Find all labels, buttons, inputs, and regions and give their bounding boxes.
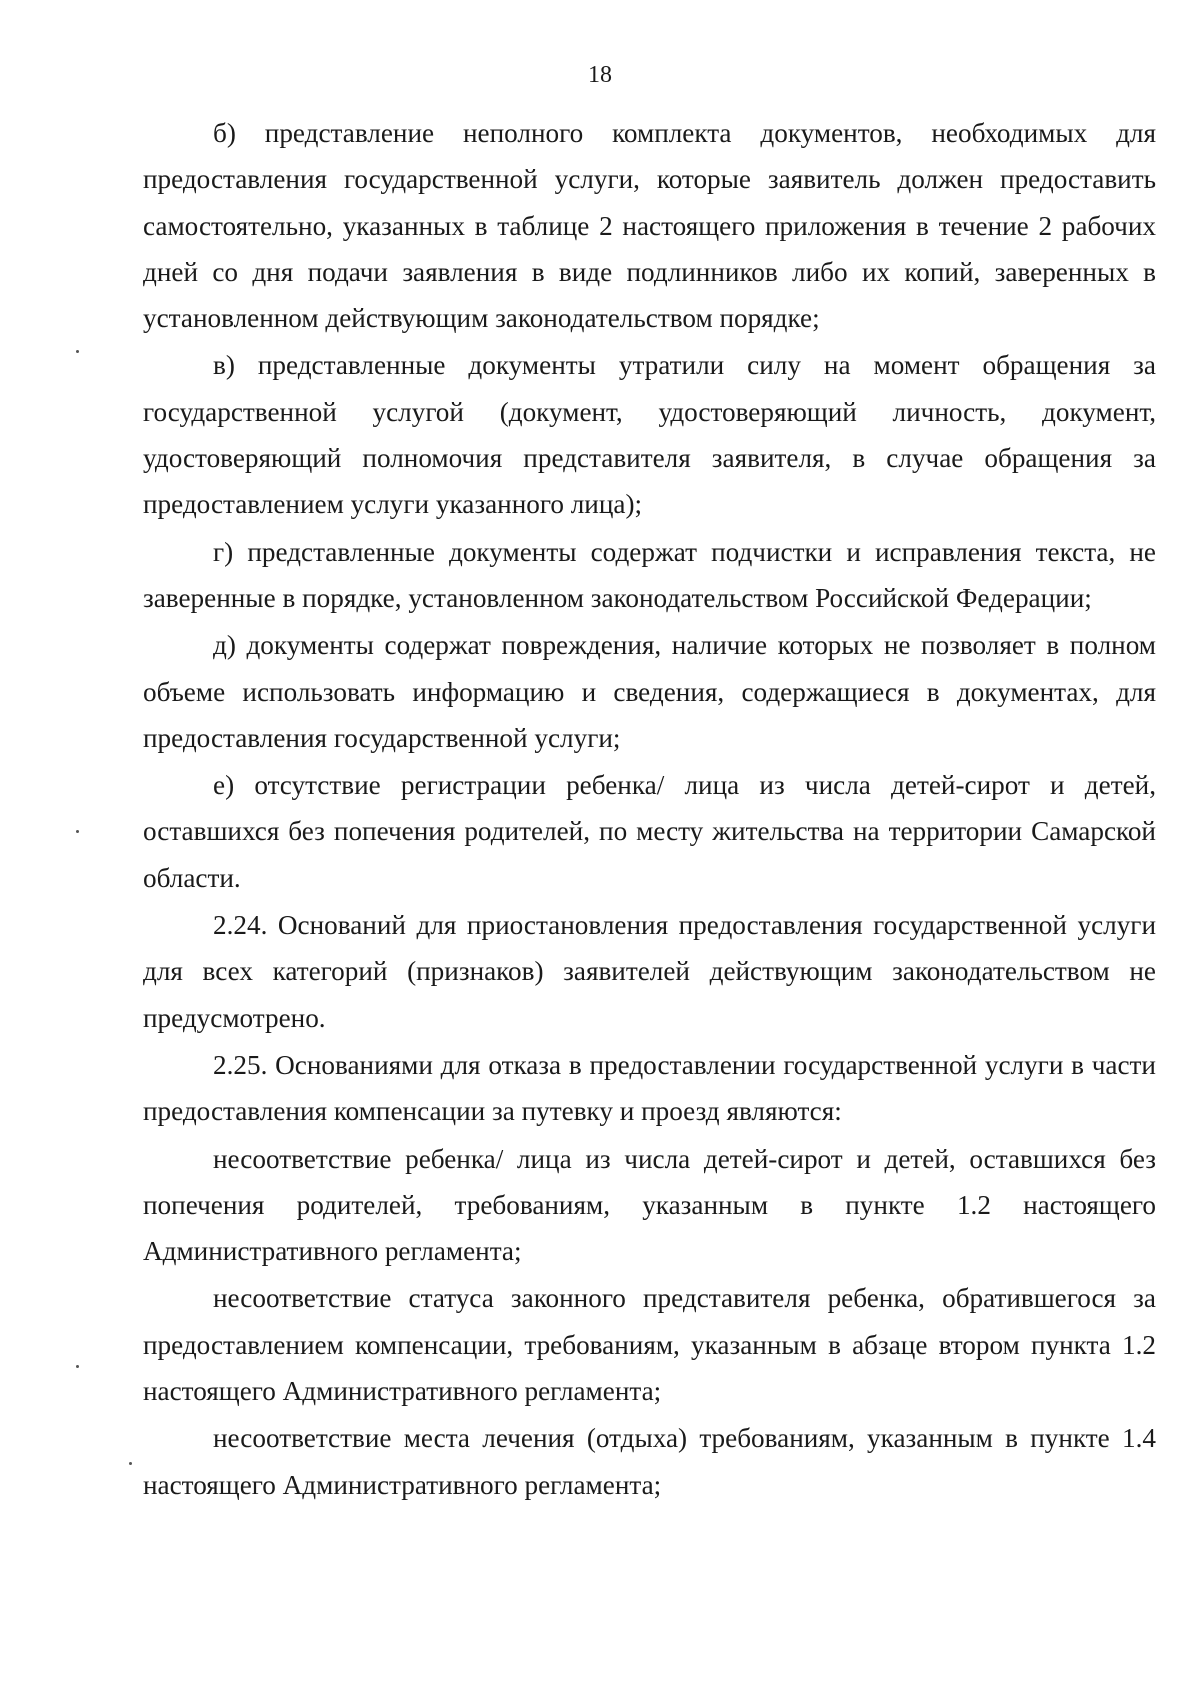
paragraph-2-25: 2.25. Основаниями для отказа в предоставлении государственной услуги в части предоставления компенсации за путевку и проезд являются: (143, 1049, 1156, 1127)
paragraph-v: в) представленные документы утратили силу на момент обращения за государственной услугой (документ, удостоверяющий личность, документ, удостоверяющий полномочия представителя заявителя, в случае обращения за предоставлением услуги указанного лица); (143, 350, 1156, 520)
paragraph-e: е) отсутствие регистрации ребенка/ лица из числа детей-сирот и детей, оставшихся без попечения родителей, по месту жительства на территории Самарской области. (143, 770, 1156, 893)
paragraph-refusal-place: несоответствие места лечения (отдыха) требованиям, указанным в пункте 1.4 настоящего Административного регламента; (143, 1423, 1156, 1500)
paragraph-refusal-representative: несоответствие статуса законного представителя ребенка, обратившегося за предоставлением компенсации, требованиям, указанным в абзаце втором пункта 1.2 настоящего Административного регламента; (143, 1283, 1156, 1407)
paragraph-g: г) представленные документы содержат подчистки и исправления текста, не заверенные в порядке, установленном законодательством Российской Федерации; (143, 536, 1156, 613)
document-body (143, 110, 1156, 1509)
scan-speck (76, 830, 79, 833)
paragraph-d: д) документы содержат повреждения, наличие которых не позволяет в полном объеме использовать информацию и сведения, содержащиеся в документах, для предоставления государственной услуги; (143, 630, 1156, 753)
paragraph-2-24: 2.24. Оснований для приостановления предоставления государственной услуги для всех категорий (признаков) заявителей действующим законодательством не предусмотрено. (143, 910, 1156, 1033)
paragraph-b: б) представление неполного комплекта документов, необходимых для предоставления государственной услуги, которые заявитель должен предоставить самостоятельно, указанных в таблице 2 настоящего приложения в течение 2 рабочих дней со дня подачи заявления в виде подлинников либо их копий, заверенных в установленном действующим законодательством порядке; (143, 118, 1156, 334)
paragraph-refusal-child: несоответствие ребенка/ лица из числа детей-сирот и детей, оставшихся без попечения родителей, требованиям, указанным в пункте 1.2 настоящего Административного регламента; (143, 1143, 1156, 1267)
scan-speck (76, 1365, 79, 1368)
scan-speck (76, 350, 79, 353)
scan-speck (129, 1462, 132, 1465)
page-number: 18 (588, 62, 612, 88)
